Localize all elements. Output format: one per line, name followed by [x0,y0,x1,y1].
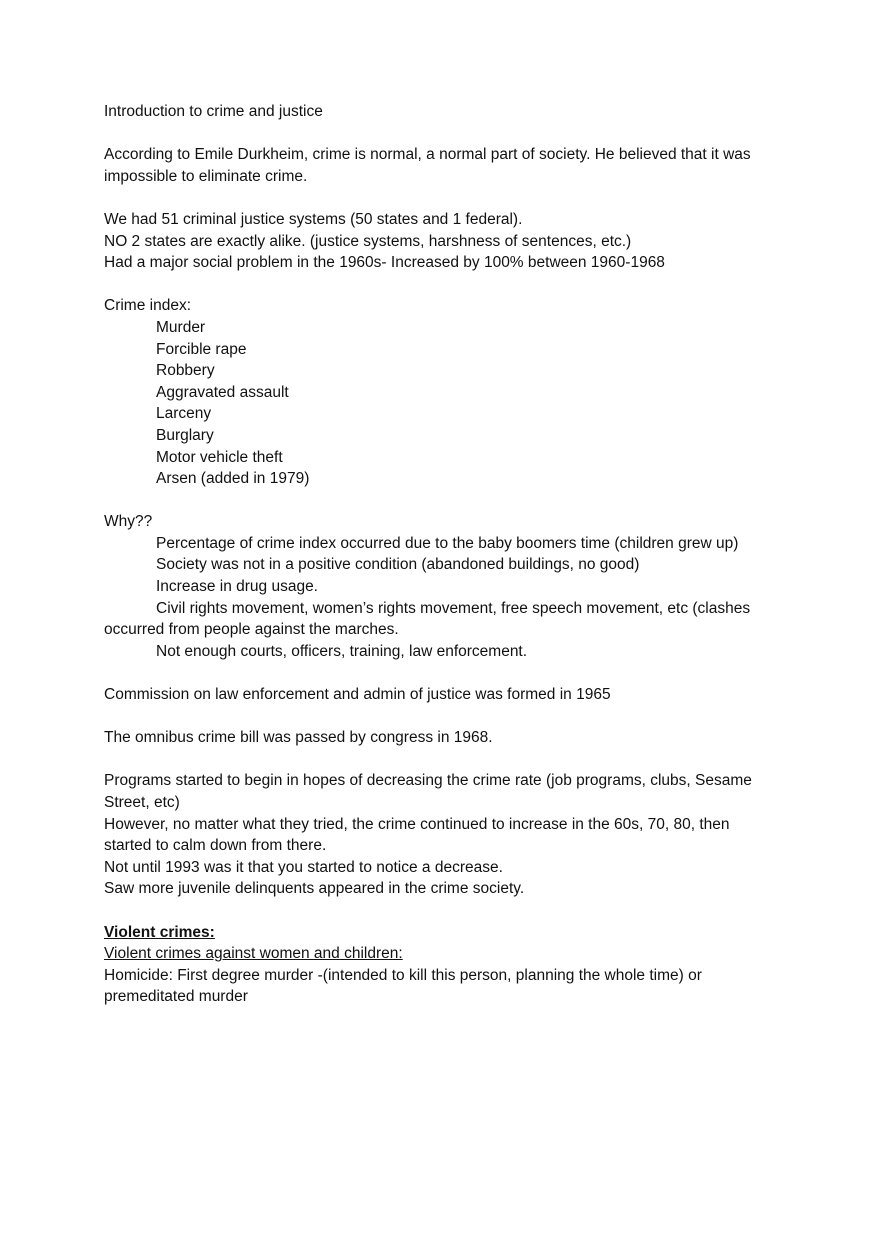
programs-line-2: Street, etc) [104,794,180,811]
crime-index-item: Robbery [156,362,215,380]
spacer [104,662,784,684]
spacer [104,900,784,922]
crime-index-item: Murder [156,318,206,336]
spacer [104,274,784,296]
why-heading: Why?? [104,513,153,531]
homicide-line-1: Homicide: First degree murder -(intended to kill this person, planning the whole time) or [104,966,702,984]
omnibus-line: The omnibus crime bill was passed by congress in 1968. [104,729,493,747]
violent-crimes-heading: Violent crimes: [104,923,215,941]
crime-index-item: Burglary [156,426,214,444]
why-reason-4-line-2: occurred from people against the marches. [104,621,399,639]
crime-index-item: Larceny [156,405,212,423]
programs-line-4: started to calm down from there. [104,837,327,855]
programs-line-5: Not until 1993 was it that you started to notice a decrease. [104,858,503,876]
spacer [104,749,784,771]
document-page [104,101,784,1008]
crime-index-item: Motor vehicle theft [156,448,283,466]
spacer [104,490,784,512]
crime-index-item: Aggravated assault [156,383,289,401]
programs-line-6: Saw more juvenile delinquents appeared in the crime society. [104,880,525,898]
spacer [104,187,784,209]
homicide-line-2: premeditated murder [104,988,248,1006]
crime-index-item: Forcible rape [156,340,247,358]
spacer [104,706,784,728]
crime-index-item: Arsen (added in 1979) [156,470,310,488]
systems-line-2: NO 2 states are exactly alike. (justice systems, harshness of sentences, etc.) [104,232,632,250]
document-title: Introduction to crime and justice [104,103,323,120]
why-reason-1: Percentage of crime index occurred due to the baby boomers time (children grew up) [156,534,739,552]
systems-line-3: Had a major social problem in the 1960s- Increased by 100% between 1960-1968 [104,254,665,272]
why-reason-3: Increase in drug usage. [156,578,318,596]
why-reason-2: Society was not in a positive condition (abandoned buildings, no good) [156,556,640,574]
programs-line-1: Programs started to begin in hopes of decreasing the crime rate (job programs, clubs, Sesame [104,772,752,790]
programs-line-3: However, no matter what they tried, the crime continued to increase in the 60s, 70, 80, then [104,815,730,833]
intro-line-1: According to Emile Durkheim, crime is normal, a normal part of society. He believed that it was [104,146,751,164]
why-reason-4-line-1: Civil rights movement, women’s rights movement, free speech movement, etc (clashes [156,599,751,617]
why-reason-5: Not enough courts, officers, training, law enforcement. [156,642,528,660]
systems-line-1: We had 51 criminal justice systems (50 states and 1 federal). [104,210,523,228]
intro-line-2: impossible to eliminate crime. [104,167,308,185]
commission-line: Commission on law enforcement and admin of justice was formed in 1965 [104,686,611,704]
crime-index-heading: Crime index: [104,297,191,315]
violent-crimes-subheading: Violent crimes against women and children: [104,945,403,963]
spacer [104,123,784,145]
